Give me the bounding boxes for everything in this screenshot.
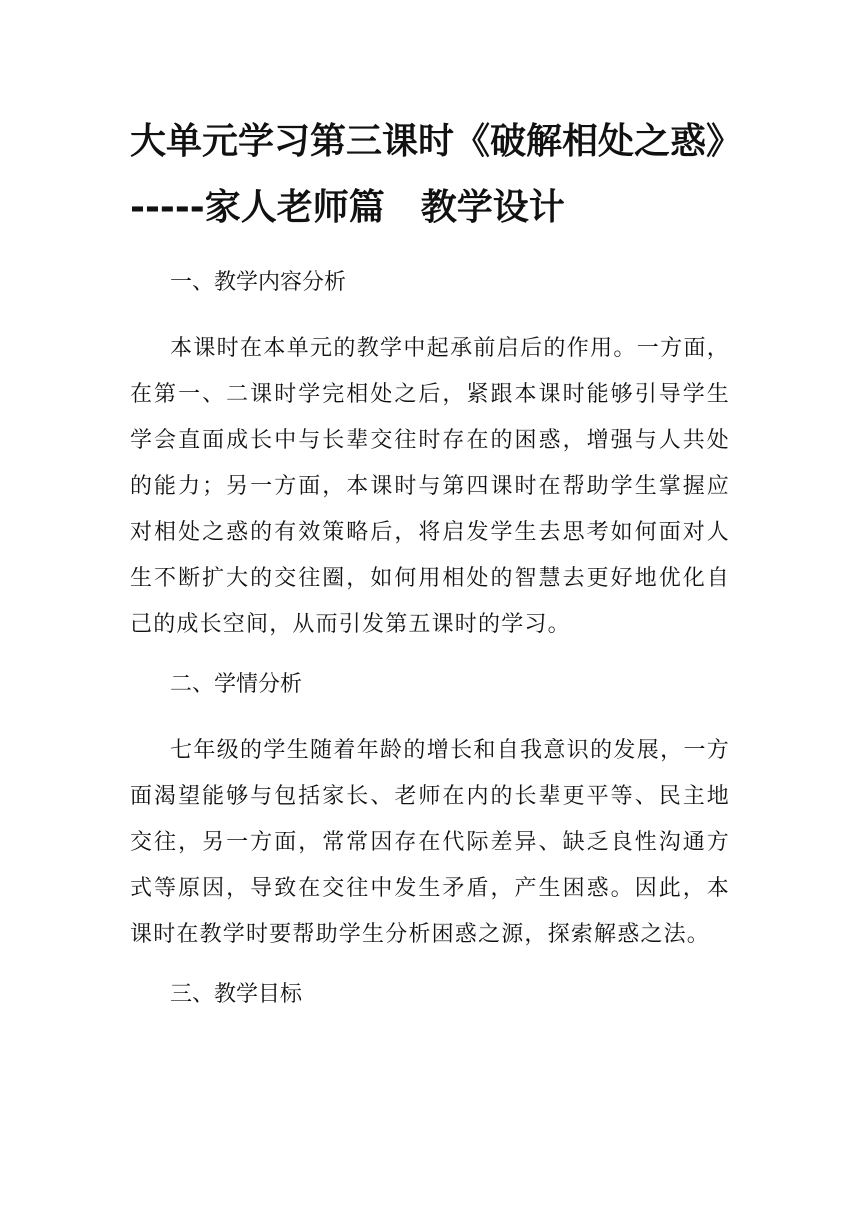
section-heading-teaching-goals: 三、教学目标 [170,982,303,1007]
section-paragraph-content-analysis: 本课时在本单元的教学中起承前启后的作用。一方面，在第一、二课时学完相处之后，紧跟本课时能够引导学生学会直面成长中与长辈交往时存在的困惑，增强与人共处的能力；另一方面，本课时与第四课时在帮助学生掌握应对相处之惑的有效策略后，将启发学生去思考如何面对人生不断扩大的交往圈，如何用相处的智慧去更好地优化自己的成长空间，从而引发第五课时的学习。 [130,336,730,637]
section-heading-content-analysis: 一、教学内容分析 [170,270,347,295]
document-title-line-2: -----家人老师篇 教学设计 [130,187,565,228]
document-title-line-1: 大单元学习第三课时《破解相处之惑》 [130,121,743,162]
section-paragraph-student-analysis: 七年级的学生随着年龄的增长和自我意识的发展，一方面渴望能够与包括家长、老师在内的长辈更平等、民主地交往，另一方面，常常因存在代际差异、缺乏良性沟通方式等原因，导致在交往中发生矛盾，产生困惑。因此，本课时在教学时要帮助学生分析困惑之源，探索解惑之法。 [130,738,730,947]
section-heading-student-analysis: 二、学情分析 [170,672,303,697]
